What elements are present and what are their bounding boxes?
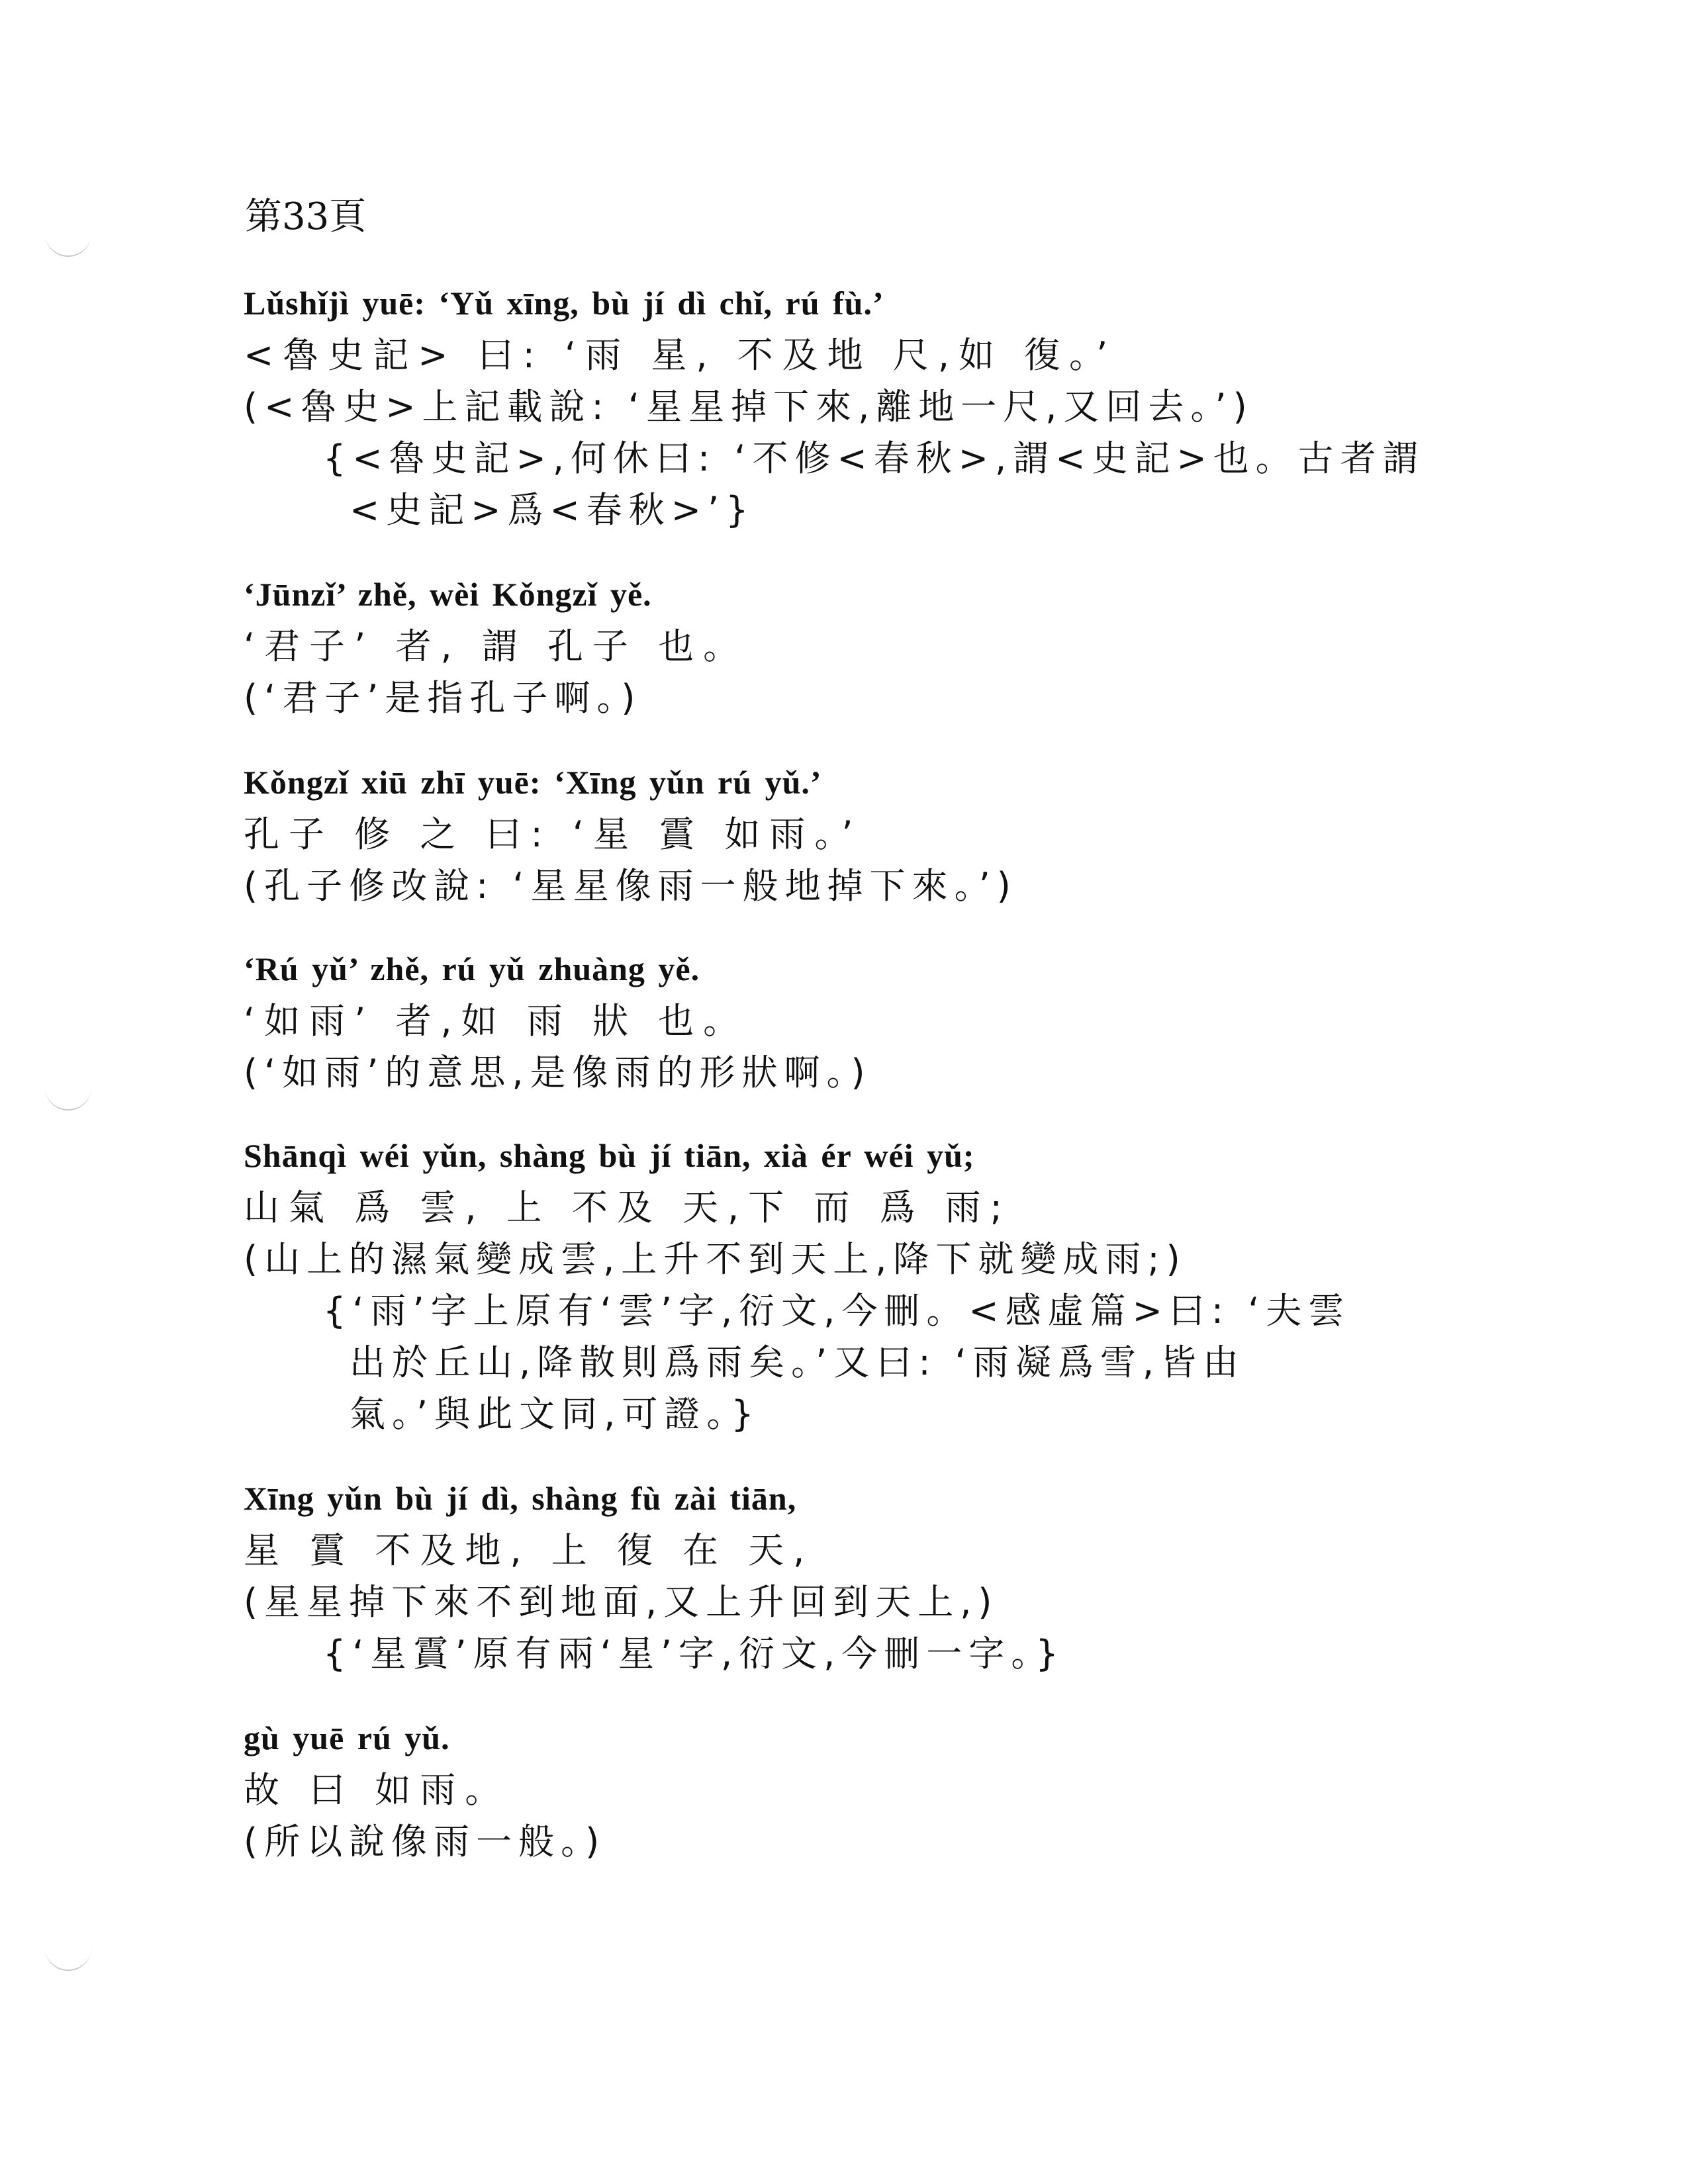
passage-block [244, 559, 1501, 724]
pinyin-line: Xīng yǔn bù jí dì, shàng fù zài tiān, [244, 1480, 797, 1517]
translation-line: (<魯史>上記載說: ‘星星掉下來,離地一尺,又回去。’) [244, 386, 1254, 428]
translation-line: (‘如雨’的意思,是像雨的形狀啊。) [244, 1052, 872, 1093]
passage-block [244, 1120, 1501, 1440]
page-header: 第33頁 [245, 195, 367, 238]
classical-text-line: 山氣 爲 雲, 上 不及 天,下 而 爲 雨; [244, 1187, 1011, 1228]
classical-text-line: 星 霣 不及地, 上 復 在 天, [244, 1529, 814, 1571]
translation-line: (山上的濕氣變成雲,上升不到天上,降下就變成雨;) [244, 1238, 1187, 1280]
classical-text-line: ‘如雨’ 者,如 雨 狀 也。 [244, 1000, 749, 1042]
translation-line: (‘君子’是指孔子啊。) [244, 677, 642, 719]
classical-text-line: 故 曰 如雨。 [244, 1769, 510, 1811]
punch-hole-mark [45, 232, 91, 257]
classical-text-line: <魯史記> 曰: ‘雨 星, 不及地 尺,如 復。’ [244, 334, 1117, 376]
annotation-line: 氣。’與此文同,可證。} [350, 1393, 761, 1435]
pinyin-line: Shānqì wéi yǔn, shàng bù jí tiān, xià ér wéi yǔ; [244, 1137, 975, 1174]
annotation-line: {<魯史記>,何休曰: ‘不修<春秋>,謂<史記>也。古者謂 [323, 437, 1425, 479]
passage-block [244, 933, 1501, 1099]
classical-text-line: 孔子 修 之 曰: ‘星 霣 如雨。’ [244, 813, 863, 855]
pinyin-line: ‘Jūnzǐ’ zhě, wèi Kǒngzǐ yě. [244, 576, 652, 613]
punch-hole-mark [45, 1946, 91, 1971]
annotation-line: {‘雨’字上原有‘雲’字,衍文,今刪。<感虛篇>曰: ‘夫雲 [323, 1290, 1351, 1332]
annotation-line: {‘星霣’原有兩‘星’字,衍文,今刪一字。} [323, 1633, 1065, 1674]
passage-block [244, 1463, 1501, 1680]
punch-hole-mark [45, 1085, 91, 1111]
pinyin-line: ‘Rú yǔ’ zhě, rú yǔ zhuàng yě. [244, 950, 700, 987]
passage-block [244, 1702, 1501, 1868]
translation-line: (星星掉下來不到地面,又上升回到天上,) [244, 1581, 999, 1623]
pinyin-line: Kǒngzǐ xiū zhī yuē: ‘Xīng yǔn rú yǔ.’ [244, 764, 822, 801]
pinyin-line: gù yuē rú yǔ. [244, 1719, 450, 1756]
passage-block [244, 747, 1501, 912]
translation-line: (所以說像雨一般。) [244, 1821, 606, 1862]
translation-line: (孔子修改說: ‘星星像雨一般地掉下來。’) [244, 865, 1017, 907]
passage-block [244, 267, 1501, 536]
classical-text-line: ‘君子’ 者, 謂 孔子 也。 [244, 625, 749, 667]
pinyin-line: Lǔshǐjì yuē: ‘Yǔ xīng, bù jí dì chǐ, rú fù.’ [244, 285, 884, 322]
annotation-line: 出於丘山,降散則爲雨矣。’又曰: ‘雨凝爲雪,皆由 [350, 1342, 1246, 1383]
annotation-line: <史記>爲<春秋>’} [350, 489, 755, 531]
